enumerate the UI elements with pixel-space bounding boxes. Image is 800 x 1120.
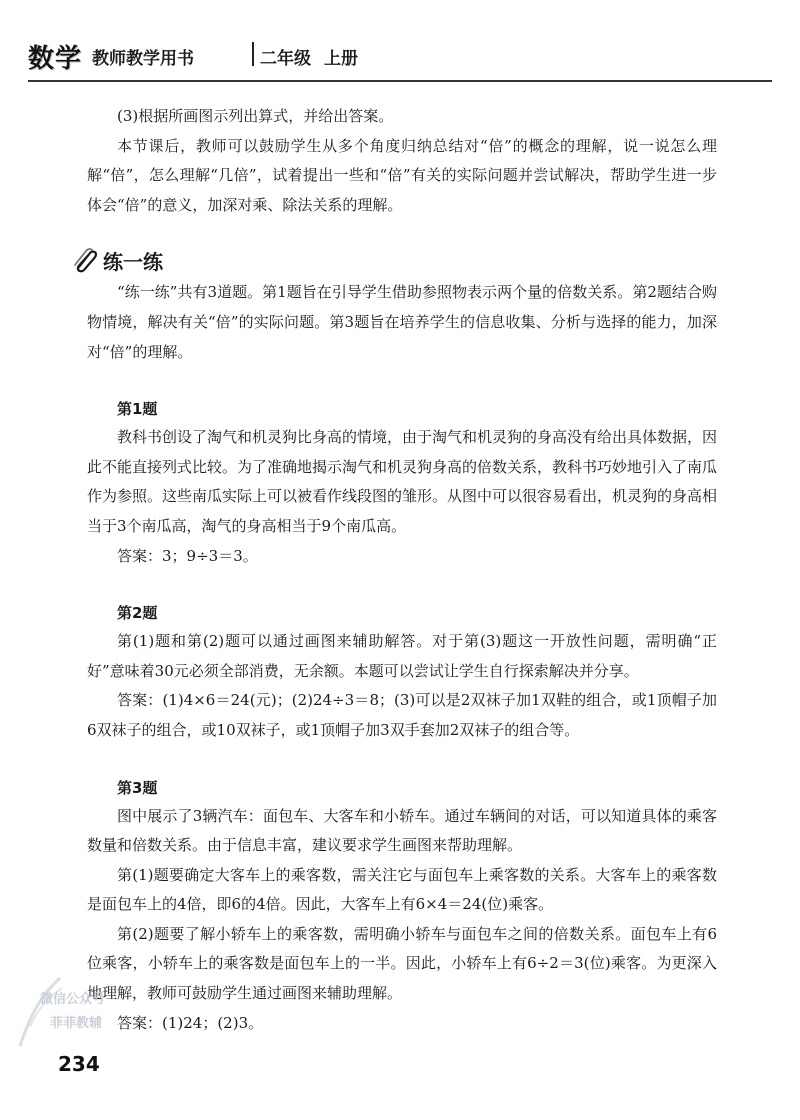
header-brand: 数学 <box>28 44 83 74</box>
problem-2-body: 第(1)题和第(2)题可以通过画图来辅助解答。对于第(3)题这一开放性问题，需明确“正好”意味着30元必须全部消费，无余额。本题可以尝试让学生自行探索解决并分享。 <box>87 632 717 680</box>
header-grade: 二年级 <box>260 49 311 69</box>
problem-3-title: 第3题 <box>117 778 158 797</box>
problem-2-answer: 答案：(1)4×6＝24(元)；(2)24÷3＝8；(3)可以是2双袜子加1双鞋的组合，或1顶帽子加6双袜子的组合，或10双袜子，或1顶帽子加3双手套加2双袜子的组合等。 <box>87 691 717 739</box>
section-title: 练一练 <box>103 249 163 274</box>
watermark-line-1: 微信公众号 <box>40 992 106 1007</box>
intro-step-3: (3)根据所画图示列出算式，并给出答案。 <box>117 107 394 125</box>
header-subtitle: 教师教学用书 <box>92 49 194 69</box>
problem-1-body: 教科书创设了淘气和机灵狗比身高的情境，由于淘气和机灵狗的身高没有给出具体数据，因此不能直接列式比较。为了准确地揭示淘气和机灵狗身高的倍数关系，教科书巧妙地引入了南瓜作为参照。这些南瓜实际上可以被看作线段图的雏形。从图中可以很容易看出，机灵狗的身高相当于3个南瓜高，淘气的身高相当于9个南瓜高。 <box>87 428 718 535</box>
intro-paragraph: 本节课后，教师可以鼓励学生从多个角度归纳总结对“倍”的概念的理解，说一说怎么理解“倍”，怎么理解“几倍”，试着提出一些和“倍”有关的实际问题并尝试解决，帮助学生进一步体会“倍”的意义，加深对乘、除法关系的理解。 <box>87 136 717 214</box>
header-volume: 上册 <box>324 49 358 69</box>
watermark-line-2: 菲菲教辅 <box>50 1016 103 1031</box>
header-rule <box>28 80 772 82</box>
page-content <box>87 102 717 1038</box>
section-heading <box>71 244 717 276</box>
paperclip-icon <box>71 245 101 275</box>
page-number: 234 <box>58 1052 100 1076</box>
problem-3-part-2: 第(2)题要了解小轿车上的乘客数，需明确小轿车与面包车之间的倍数关系。面包车上有6位乘客，小轿车上的乘客数是面包车上的一半。因此，小轿车上有6÷2＝3(位)乘客。为更深入地理解，教师可鼓励学生通过画图来辅助理解。 <box>87 924 717 1003</box>
problem-3-answer: 答案：(1)24；(2)3。 <box>117 1013 264 1032</box>
section-summary: “练一练”共有3道题。第1题旨在引导学生借助参照物表示两个量的倍数关系。第2题结合购物情境，解决有关“倍”的实际问题。第3题旨在培养学生的信息收集、分析与选择的能力，加深对“倍”的理解。 <box>87 283 717 361</box>
watermark <box>10 966 120 1056</box>
watermark-feather-icon <box>10 966 120 1056</box>
problem-1-title: 第1题 <box>117 400 158 419</box>
problem-3-body: 图中展示了3辆汽车：面包车、大客车和小轿车。通过车辆间的对话，可以知道具体的乘客数量和倍数关系。由于信息丰富，建议要求学生画图来帮助理解。 <box>87 806 717 855</box>
header-separator <box>252 42 254 66</box>
problem-3-part-1: 第(1)题要确定大客车上的乘客数，需关注它与面包车上乘客数的关系。大客车上的乘客数是面包车上的4倍，即6的4倍。因此，大客车上有6×4＝24(位)乘客。 <box>87 865 717 914</box>
problem-2-title: 第2题 <box>117 604 158 623</box>
problem-1-answer: 答案：3；9÷3＝3。 <box>117 546 258 565</box>
page-header <box>28 38 588 78</box>
